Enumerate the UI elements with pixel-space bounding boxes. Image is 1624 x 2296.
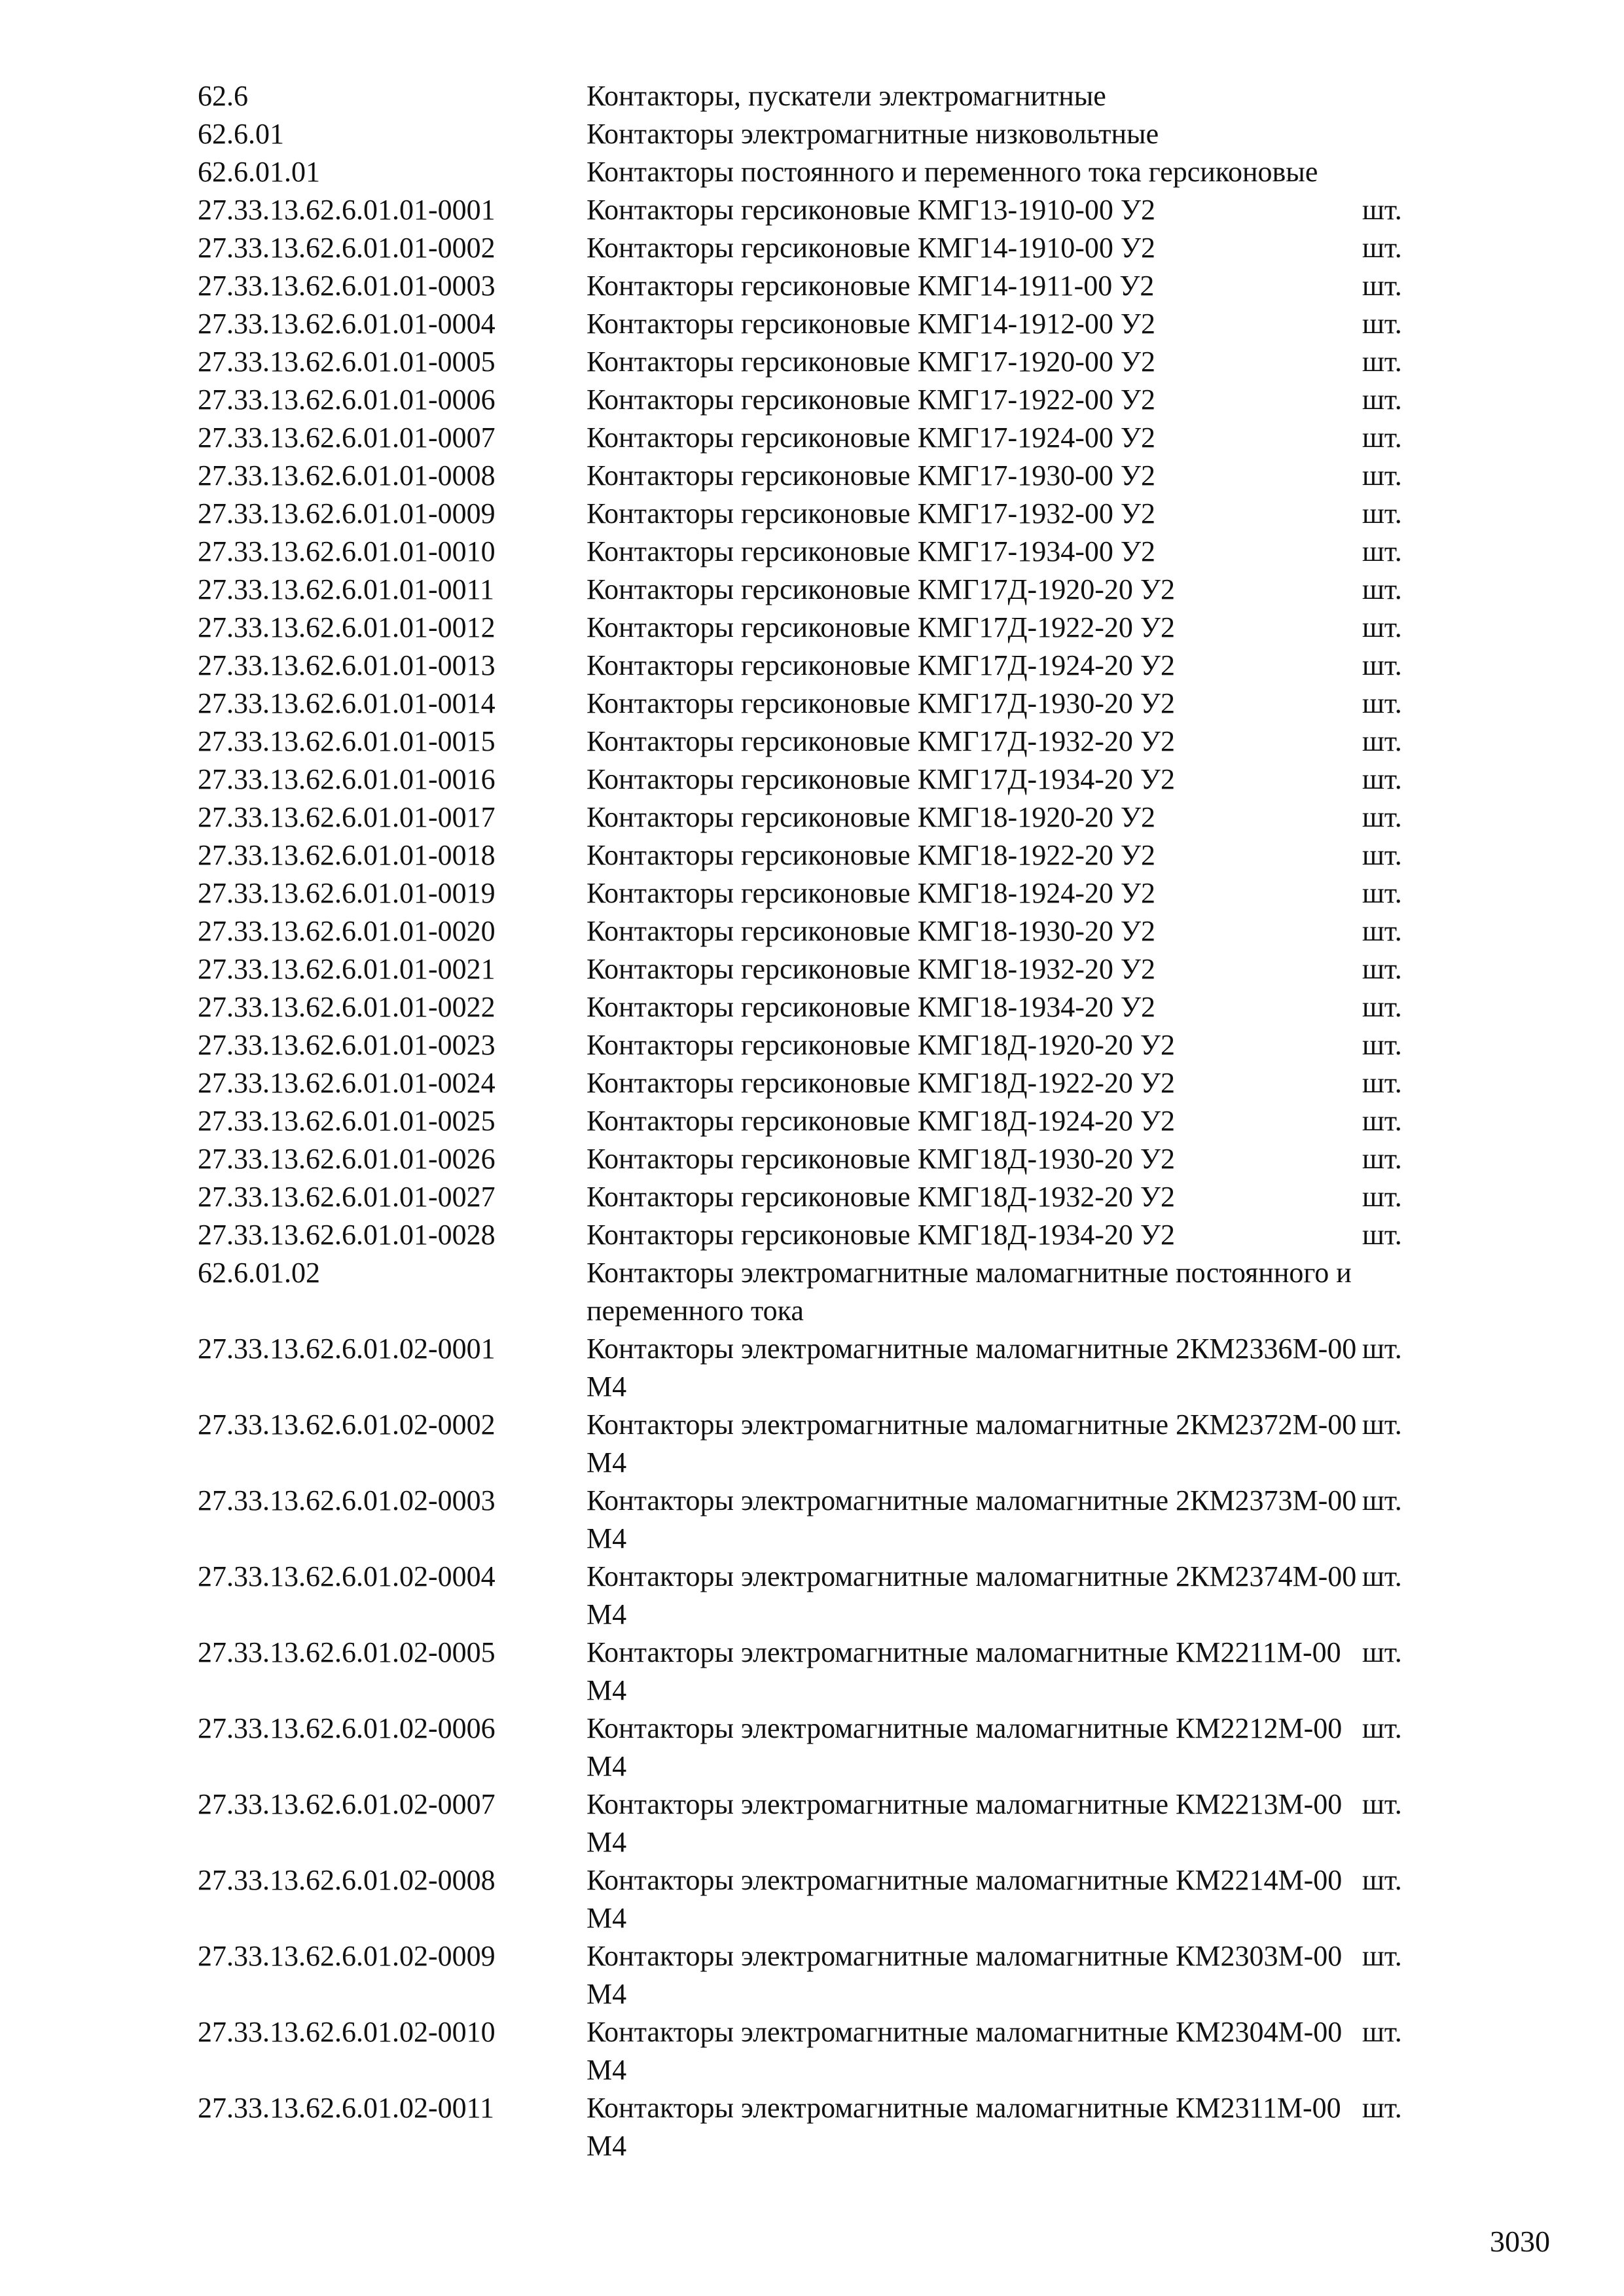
item-unit: шт. <box>1362 1636 1402 1668</box>
item-code: 27.33.13.62.6.01.01-0014 <box>198 687 496 719</box>
item-name: Контакторы электромагнитные маломагнитные КМ2211М-00 М4 <box>586 1636 1341 1706</box>
item-name: Контакторы герсиконовые КМГ18Д-1932-20 У2 <box>586 1181 1176 1213</box>
item-name: Контакторы электромагнитные маломагнитные КМ2213М-00 М4 <box>586 1788 1343 1858</box>
table-row <box>198 874 1441 912</box>
item-code: 62.6.01 <box>198 118 284 150</box>
item-name: Контакторы, пускатели электромагнитные <box>586 80 1106 112</box>
table-row <box>198 1710 1441 1785</box>
item-unit: шт. <box>1362 1333 1402 1365</box>
table-row <box>198 609 1441 647</box>
item-code: 27.33.13.62.6.01.01-0001 <box>198 194 496 226</box>
item-code: 27.33.13.62.6.01.02-0003 <box>198 1484 496 1516</box>
table-row <box>198 115 1441 153</box>
table-row <box>198 495 1441 533</box>
item-name: Контакторы герсиконовые КМГ17-1932-00 У2 <box>586 497 1155 529</box>
item-unit: шт. <box>1362 877 1402 909</box>
item-code: 27.33.13.62.6.01.01-0013 <box>198 649 496 681</box>
table-row <box>198 1785 1441 1861</box>
item-name: Контакторы электромагнитные маломагнитные 2КМ2336М-00 М4 <box>586 1333 1357 1403</box>
item-name: Контакторы постоянного и переменного тока герсиконовые <box>586 156 1318 188</box>
item-name: Контакторы герсиконовые КМГ14-1911-00 У2 <box>586 270 1155 302</box>
item-unit: шт. <box>1362 953 1402 985</box>
item-code: 27.33.13.62.6.01.01-0023 <box>198 1029 496 1061</box>
item-name: Контакторы герсиконовые КМГ17-1924-00 У2 <box>586 422 1155 454</box>
item-name: Контакторы герсиконовые КМГ18Д-1924-20 У2 <box>586 1105 1176 1137</box>
table-row <box>198 1861 1441 1937</box>
table-row <box>198 1140 1441 1178</box>
item-name: Контакторы герсиконовые КМГ14-1910-00 У2 <box>586 232 1155 264</box>
table-row <box>198 571 1441 609</box>
item-code: 27.33.13.62.6.01.01-0018 <box>198 839 496 871</box>
item-name: Контакторы герсиконовые КМГ17Д-1924-20 У2 <box>586 649 1176 681</box>
item-code: 27.33.13.62.6.01.01-0005 <box>198 346 496 378</box>
item-code: 27.33.13.62.6.01.02-0004 <box>198 1560 496 1592</box>
item-unit: шт. <box>1362 270 1402 302</box>
item-code: 27.33.13.62.6.01.02-0010 <box>198 2016 496 2048</box>
table-row <box>198 1216 1441 1254</box>
item-name: Контакторы герсиконовые КМГ18-1932-20 У2 <box>586 953 1155 985</box>
table-row <box>198 191 1441 229</box>
table-row <box>198 343 1441 381</box>
table-row <box>198 798 1441 836</box>
item-name: Контакторы герсиконовые КМГ17-1930-00 У2 <box>586 459 1155 492</box>
item-unit: шт. <box>1362 687 1402 719</box>
item-unit: шт. <box>1362 801 1402 833</box>
item-code: 27.33.13.62.6.01.01-0021 <box>198 953 496 985</box>
item-code: 27.33.13.62.6.01.02-0005 <box>198 1636 496 1668</box>
table-row <box>198 761 1441 798</box>
item-code: 27.33.13.62.6.01.02-0008 <box>198 1864 496 1896</box>
item-code: 27.33.13.62.6.01.01-0020 <box>198 915 496 947</box>
item-name: Контакторы электромагнитные маломагнитные 2КМ2374М-00 М4 <box>586 1560 1357 1630</box>
item-unit: шт. <box>1362 497 1402 529</box>
item-name: Контакторы электромагнитные маломагнитные КМ2214М-00 М4 <box>586 1864 1343 1934</box>
table-row <box>198 1064 1441 1102</box>
table-row <box>198 1558 1441 1634</box>
item-code: 27.33.13.62.6.01.01-0026 <box>198 1143 496 1175</box>
item-code: 27.33.13.62.6.01.01-0003 <box>198 270 496 302</box>
item-unit: шт. <box>1362 1143 1402 1175</box>
item-code: 62.6.01.01 <box>198 156 320 188</box>
item-name: Контакторы герсиконовые КМГ18Д-1920-20 У2 <box>586 1029 1176 1061</box>
table-row <box>198 1178 1441 1216</box>
item-name: Контакторы герсиконовые КМГ18Д-1922-20 У2 <box>586 1067 1176 1099</box>
item-code: 27.33.13.62.6.01.01-0004 <box>198 308 496 340</box>
table-row <box>198 723 1441 761</box>
item-unit: шт. <box>1362 346 1402 378</box>
item-name: Контакторы герсиконовые КМГ18-1930-20 У2 <box>586 915 1155 947</box>
item-name: Контакторы электромагнитные маломагнитные КМ2303М-00 М4 <box>586 1940 1343 2010</box>
item-unit: шт. <box>1362 422 1402 454</box>
item-name: Контакторы герсиконовые КМГ17-1922-00 У2 <box>586 384 1155 416</box>
item-unit: шт. <box>1362 1181 1402 1213</box>
table-row <box>198 457 1441 495</box>
item-code: 27.33.13.62.6.01.01-0015 <box>198 725 496 757</box>
table-row <box>198 2013 1441 2089</box>
item-unit: шт. <box>1362 1219 1402 1251</box>
item-name: Контакторы герсиконовые КМГ18Д-1934-20 У2 <box>586 1219 1176 1251</box>
item-code: 27.33.13.62.6.01.01-0009 <box>198 497 496 529</box>
item-name: Контакторы герсиконовые КМГ14-1912-00 У2 <box>586 308 1155 340</box>
item-code: 27.33.13.62.6.01.01-0027 <box>198 1181 496 1213</box>
item-unit: шт. <box>1362 1560 1402 1592</box>
table-row <box>198 1406 1441 1482</box>
item-code: 27.33.13.62.6.01.02-0006 <box>198 1712 496 1744</box>
item-name: Контакторы электромагнитные маломагнитные 2КМ2372М-00 М4 <box>586 1408 1357 1479</box>
item-code: 27.33.13.62.6.01.02-0009 <box>198 1940 496 1972</box>
item-name: Контакторы герсиконовые КМГ18-1934-20 У2 <box>586 991 1155 1023</box>
table-row <box>198 1330 1441 1406</box>
item-unit: шт. <box>1362 915 1402 947</box>
item-code: 27.33.13.62.6.01.01-0024 <box>198 1067 496 1099</box>
item-name: Контакторы герсиконовые КМГ17-1920-00 У2 <box>586 346 1155 378</box>
page-number: 3030 <box>1490 2225 1550 2258</box>
item-unit: шт. <box>1362 1105 1402 1137</box>
item-code: 27.33.13.62.6.01.01-0008 <box>198 459 496 492</box>
item-code: 27.33.13.62.6.01.01-0006 <box>198 384 496 416</box>
item-code: 27.33.13.62.6.01.02-0002 <box>198 1408 496 1441</box>
item-unit: шт. <box>1362 194 1402 226</box>
item-code: 27.33.13.62.6.01.01-0011 <box>198 573 495 605</box>
item-code: 27.33.13.62.6.01.01-0010 <box>198 535 496 567</box>
item-name: Контакторы герсиконовые КМГ17Д-1932-20 У2 <box>586 725 1176 757</box>
table-row <box>198 77 1441 115</box>
table-row <box>198 2089 1441 2165</box>
table-row <box>198 950 1441 988</box>
item-code: 27.33.13.62.6.01.02-0007 <box>198 1788 496 1820</box>
item-code: 27.33.13.62.6.01.01-0025 <box>198 1105 496 1137</box>
item-name: Контакторы герсиконовые КМГ18-1922-20 У2 <box>586 839 1155 871</box>
item-name: Контакторы электромагнитные маломагнитные КМ2311М-00 М4 <box>586 2092 1341 2162</box>
item-code: 27.33.13.62.6.01.01-0019 <box>198 877 496 909</box>
table-row <box>198 988 1441 1026</box>
item-code: 27.33.13.62.6.01.01-0016 <box>198 763 496 795</box>
item-name: Контакторы электромагнитные маломагнитные постоянного и переменного тока <box>586 1257 1352 1327</box>
item-unit: шт. <box>1362 535 1402 567</box>
item-unit: шт. <box>1362 573 1402 605</box>
item-unit: шт. <box>1362 384 1402 416</box>
table-row <box>198 381 1441 419</box>
item-unit: шт. <box>1362 1067 1402 1099</box>
item-name: Контакторы герсиконовые КМГ17Д-1930-20 У2 <box>586 687 1176 719</box>
item-unit: шт. <box>1362 1484 1402 1516</box>
item-code: 27.33.13.62.6.01.01-0002 <box>198 232 496 264</box>
table-row <box>198 685 1441 723</box>
table-row <box>198 912 1441 950</box>
item-code: 27.33.13.62.6.01.01-0028 <box>198 1219 496 1251</box>
item-code: 27.33.13.62.6.01.01-0022 <box>198 991 496 1023</box>
item-unit: шт. <box>1362 1712 1402 1744</box>
item-name: Контакторы электромагнитные маломагнитные 2КМ2373М-00 М4 <box>586 1484 1357 1554</box>
item-name: Контакторы электромагнитные маломагнитные КМ2212М-00 М4 <box>586 1712 1343 1782</box>
table-row <box>198 229 1441 267</box>
item-code: 27.33.13.62.6.01.02-0011 <box>198 2092 495 2124</box>
item-unit: шт. <box>1362 763 1402 795</box>
table-row <box>198 1634 1441 1710</box>
item-code: 27.33.13.62.6.01.02-0001 <box>198 1333 496 1365</box>
table-row <box>198 153 1441 191</box>
item-name: Контакторы электромагнитные маломагнитные КМ2304М-00 М4 <box>586 2016 1343 2086</box>
table-row <box>198 419 1441 457</box>
table-row <box>198 305 1441 343</box>
item-unit: шт. <box>1362 839 1402 871</box>
item-name: Контакторы электромагнитные низковольтные <box>586 118 1159 150</box>
item-code: 27.33.13.62.6.01.01-0007 <box>198 422 496 454</box>
item-unit: шт. <box>1362 1029 1402 1061</box>
item-unit: шт. <box>1362 308 1402 340</box>
table-row <box>198 533 1441 571</box>
table-row <box>198 267 1441 305</box>
item-unit: шт. <box>1362 611 1402 643</box>
classifier-table <box>198 77 1441 2165</box>
table-row <box>198 1937 1441 2013</box>
item-name: Контакторы герсиконовые КМГ18-1924-20 У2 <box>586 877 1155 909</box>
item-unit: шт. <box>1362 1864 1402 1896</box>
item-name: Контакторы герсиконовые КМГ18Д-1930-20 У2 <box>586 1143 1176 1175</box>
item-unit: шт. <box>1362 1408 1402 1441</box>
item-name: Контакторы герсиконовые КМГ17Д-1934-20 У2 <box>586 763 1176 795</box>
item-unit: шт. <box>1362 649 1402 681</box>
item-unit: шт. <box>1362 991 1402 1023</box>
item-code: 62.6 <box>198 80 248 112</box>
item-name: Контакторы герсиконовые КМГ17Д-1920-20 У2 <box>586 573 1176 605</box>
item-unit: шт. <box>1362 232 1402 264</box>
item-name: Контакторы герсиконовые КМГ17-1934-00 У2 <box>586 535 1155 567</box>
item-unit: шт. <box>1362 1788 1402 1820</box>
table-row <box>198 1026 1441 1064</box>
item-unit: шт. <box>1362 2092 1402 2124</box>
item-name: Контакторы герсиконовые КМГ13-1910-00 У2 <box>586 194 1155 226</box>
item-code: 27.33.13.62.6.01.01-0012 <box>198 611 496 643</box>
table-row <box>198 1482 1441 1558</box>
table-row <box>198 647 1441 685</box>
table-row <box>198 1254 1441 1330</box>
item-name: Контакторы герсиконовые КМГ17Д-1922-20 У2 <box>586 611 1176 643</box>
item-unit: шт. <box>1362 2016 1402 2048</box>
item-unit: шт. <box>1362 725 1402 757</box>
table-row <box>198 836 1441 874</box>
item-unit: шт. <box>1362 459 1402 492</box>
item-code: 62.6.01.02 <box>198 1257 320 1289</box>
table-row <box>198 1102 1441 1140</box>
item-name: Контакторы герсиконовые КМГ18-1920-20 У2 <box>586 801 1155 833</box>
item-unit: шт. <box>1362 1940 1402 1972</box>
item-code: 27.33.13.62.6.01.01-0017 <box>198 801 496 833</box>
